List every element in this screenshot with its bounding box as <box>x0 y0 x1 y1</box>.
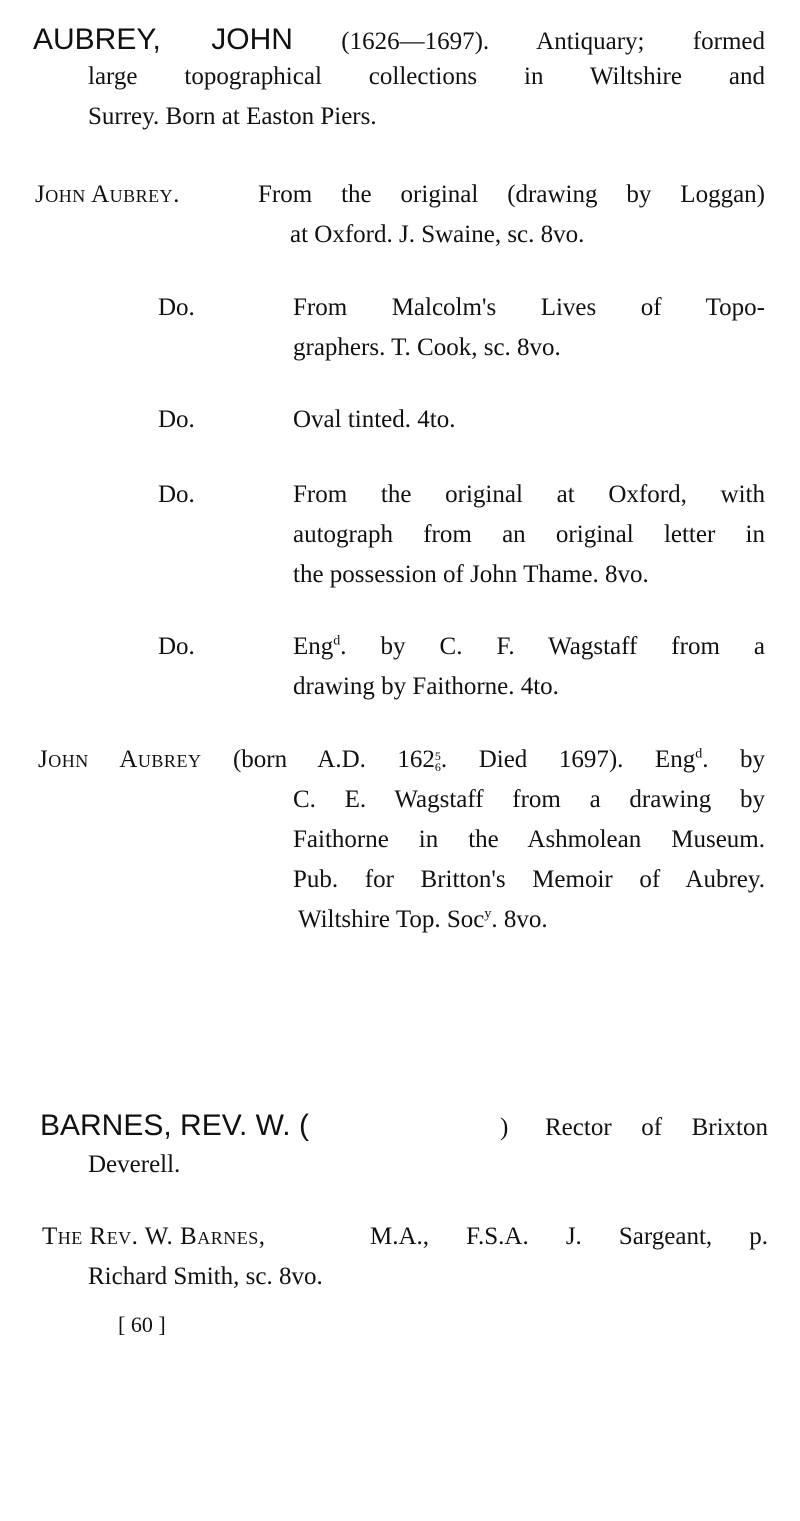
entry-desc: Surrey. Born at Easton Piers. <box>88 103 377 130</box>
portrait-desc: From the original at Oxford, with <box>293 481 765 508</box>
frac-num: 5 <box>434 749 441 763</box>
portrait-title: Do. <box>158 633 195 660</box>
superscript: y <box>484 906 492 922</box>
entry-desc: Rector of Brixton <box>545 1114 768 1141</box>
superscript: d <box>695 746 703 762</box>
entry-dates: (1626—1697). Antiquary; formed <box>341 28 765 55</box>
portrait-title: Do. <box>158 481 195 508</box>
entry-heading <box>33 20 765 60</box>
portrait-desc: the possession of John Thame. 8vo. <box>293 561 649 588</box>
portrait-desc: Oval tinted. 4to. <box>293 406 456 433</box>
page-number: [ 60 ] <box>118 1312 166 1337</box>
text: . 8vo. <box>491 906 548 933</box>
portrait-title: The Rev. W. Barnes, <box>42 1223 266 1250</box>
portrait-desc: M.A., F.S.A. J. Sargeant, p. <box>370 1223 768 1250</box>
portrait-heading <box>38 740 765 780</box>
text: (born A.D. 162 <box>232 746 435 773</box>
portrait-title: John Aubrey <box>38 746 202 773</box>
portrait-desc: graphers. T. Cook, sc. 8vo. <box>293 334 561 361</box>
portrait-desc: autograph from an original letter in <box>293 521 765 548</box>
entry-name: AUBREY, JOHN <box>33 23 293 56</box>
portrait-desc: C. E. Wagstaff from a drawing by <box>293 786 765 813</box>
entry-name: BARNES, REV. W. ( <box>40 1109 309 1142</box>
entry-desc: large topographical collections in Wiltshire and <box>88 63 765 90</box>
text: Wiltshire Top. Soc <box>298 906 485 933</box>
text: . Died 1697). Eng <box>440 746 696 773</box>
portrait-desc <box>293 627 765 667</box>
portrait-desc: From Malcolm's Lives of Topo- <box>293 294 765 321</box>
frac-den: 6 <box>434 760 441 774</box>
portrait-desc: Faithorne in the Ashmolean Museum. <box>293 826 765 853</box>
entry-desc: Deverell. <box>88 1151 181 1178</box>
entry-dates-close: ) <box>500 1114 509 1141</box>
portrait-desc <box>298 900 548 940</box>
portrait-desc: Richard Smith, sc. 8vo. <box>88 1263 323 1290</box>
portrait-desc: From the original (drawing by Loggan) <box>258 181 765 208</box>
portrait-title: Do. <box>158 406 195 433</box>
portrait-desc: drawing by Faithorne. 4to. <box>293 673 559 700</box>
portrait-desc: Pub. for Britton's Memoir of Aubrey. <box>293 866 765 893</box>
portrait-title: John Aubrey. <box>35 181 180 208</box>
text: . by <box>702 746 765 773</box>
portrait-title: Do. <box>158 294 195 321</box>
text: Eng <box>293 633 334 660</box>
text: . by C. F. Wagstaff from a <box>340 633 765 660</box>
portrait-desc: at Oxford. J. Swaine, sc. 8vo. <box>290 221 585 248</box>
superscript: d <box>333 633 341 649</box>
